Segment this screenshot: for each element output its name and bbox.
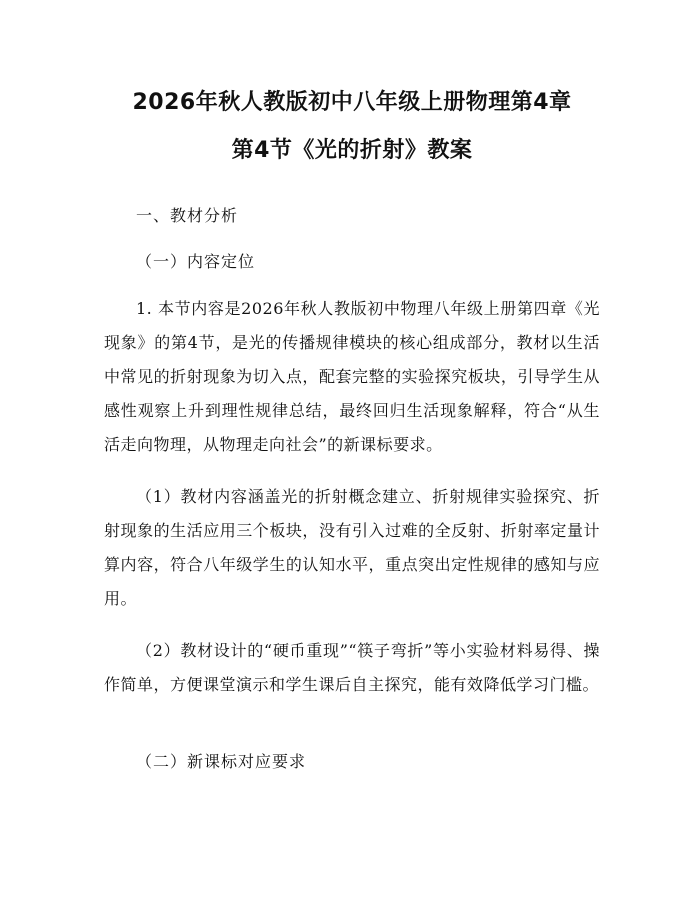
subsection-heading-curriculum-requirements: （二）新课标对应要求 bbox=[136, 752, 307, 771]
section-heading-teaching-material-analysis: 一、教材分析 bbox=[136, 206, 239, 225]
subsection-heading-content-positioning: （一）内容定位 bbox=[136, 252, 256, 271]
document-title-line-2: 第4节《光的折射》教案 bbox=[231, 138, 473, 163]
paragraph-content-positioning: 1. 本节内容是2026年秋人教版初中物理八年级上册第四章《光现象》的第4节，是光的传播规律模块的核心组成部分，教材以生活中常见的折射现象为切入点，配套完整的实验探究板块，引导学生从感性观察上升到理性规律总结，最终回归生活现象解释，符合“从生活走向物理，从物理走向社会”的新课标要求。 bbox=[104, 299, 600, 454]
document-title-line-1: 2026年秋人教版初中八年级上册物理第4章 bbox=[132, 90, 572, 115]
paragraph-experiment-design: （2）教材设计的“硬币重现”“筷子弯折”等小实验材料易得、操作简单，方便课堂演示和学生课后自主探究，能有效降低学习门槛。 bbox=[104, 641, 600, 694]
paragraph-content-coverage: （1）教材内容涵盖光的折射概念建立、折射规律实验探究、折射现象的生活应用三个板块，没有引入过难的全反射、折射率定量计算内容，符合八年级学生的认知水平，重点突出定性规律的感知与应用。 bbox=[104, 487, 600, 608]
